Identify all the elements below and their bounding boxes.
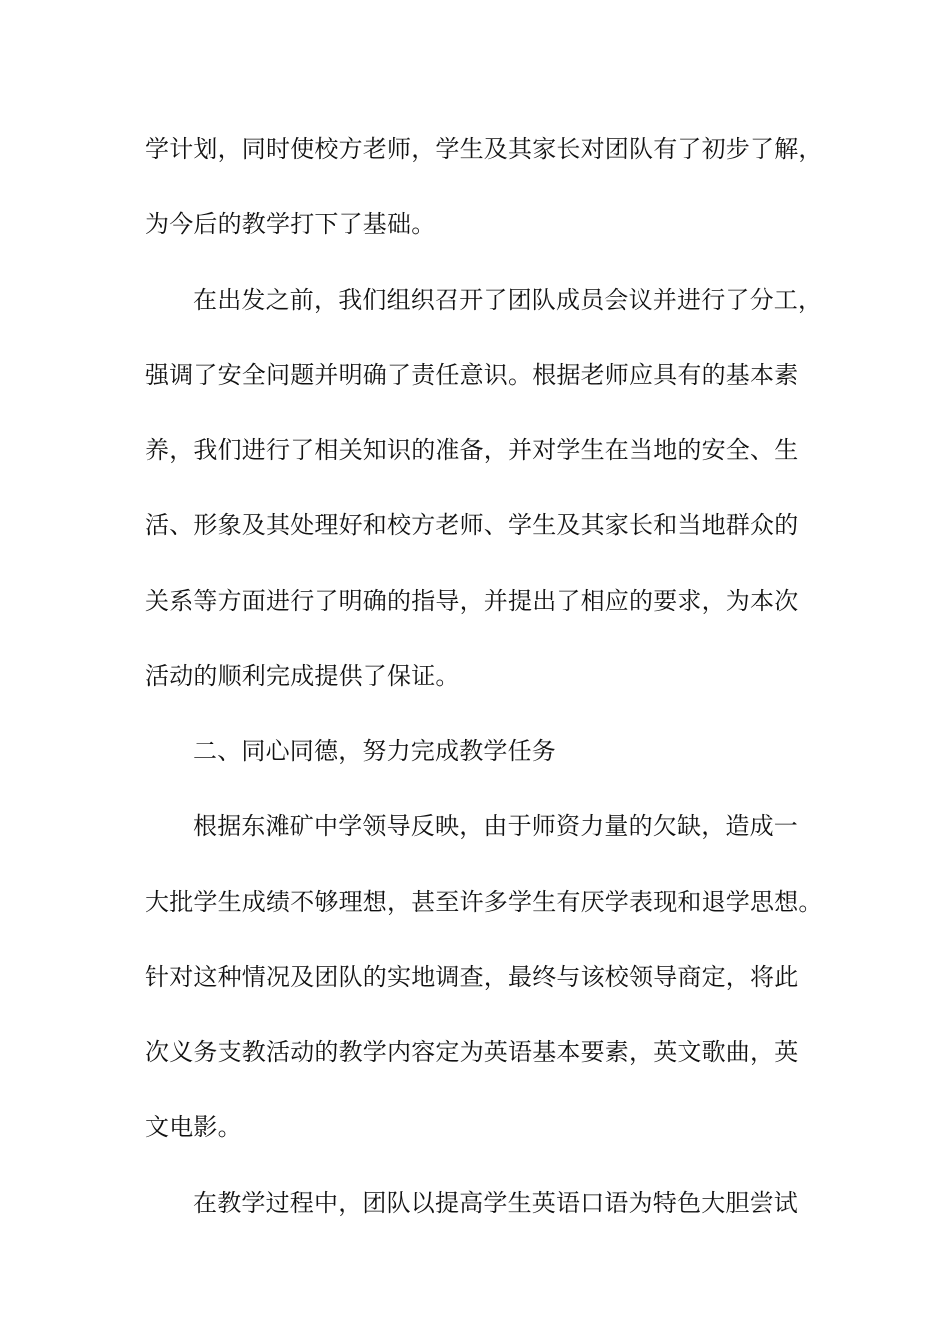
paragraph-first-line: 在出发之前，我们组织召开了团队成员会议并进行了分工， [193, 286, 823, 314]
text-line: 活、形象及其处理好和校方老师、学生及其家长和当地群众的 [145, 511, 799, 539]
text-line: 学计划，同时使校方老师，学生及其家长对团队有了初步了解， [145, 135, 823, 163]
text-line: 强调了安全问题并明确了责任意识。根据老师应具有的基本素 [145, 361, 799, 389]
text-line: 针对这种情况及团队的实地调查，最终与该校领导商定，将此 [145, 963, 799, 991]
text-line: 文电影。 [145, 1113, 242, 1141]
text-line: 大批学生成绩不够理想，甚至许多学生有厌学表现和退学思想。 [145, 888, 823, 916]
paragraph-first-line: 在教学过程中，团队以提高学生英语口语为特色大胆尝试 [193, 1189, 798, 1217]
section-heading: 二、同心同德，努力完成教学任务 [193, 737, 556, 765]
text-line: 养，我们进行了相关知识的准备，并对学生在当地的安全、生 [145, 436, 799, 464]
text-line: 活动的顺利完成提供了保证。 [145, 662, 460, 690]
text-line: 次义务支教活动的教学内容定为英语基本要素，英文歌曲，英 [145, 1038, 799, 1066]
paragraph-first-line: 根据东滩矿中学领导反映，由于师资力量的欠缺，造成一 [193, 812, 798, 840]
text-line: 为今后的教学打下了基础。 [145, 210, 436, 238]
text-line: 关系等方面进行了明确的指导，并提出了相应的要求，为本次 [145, 587, 799, 615]
